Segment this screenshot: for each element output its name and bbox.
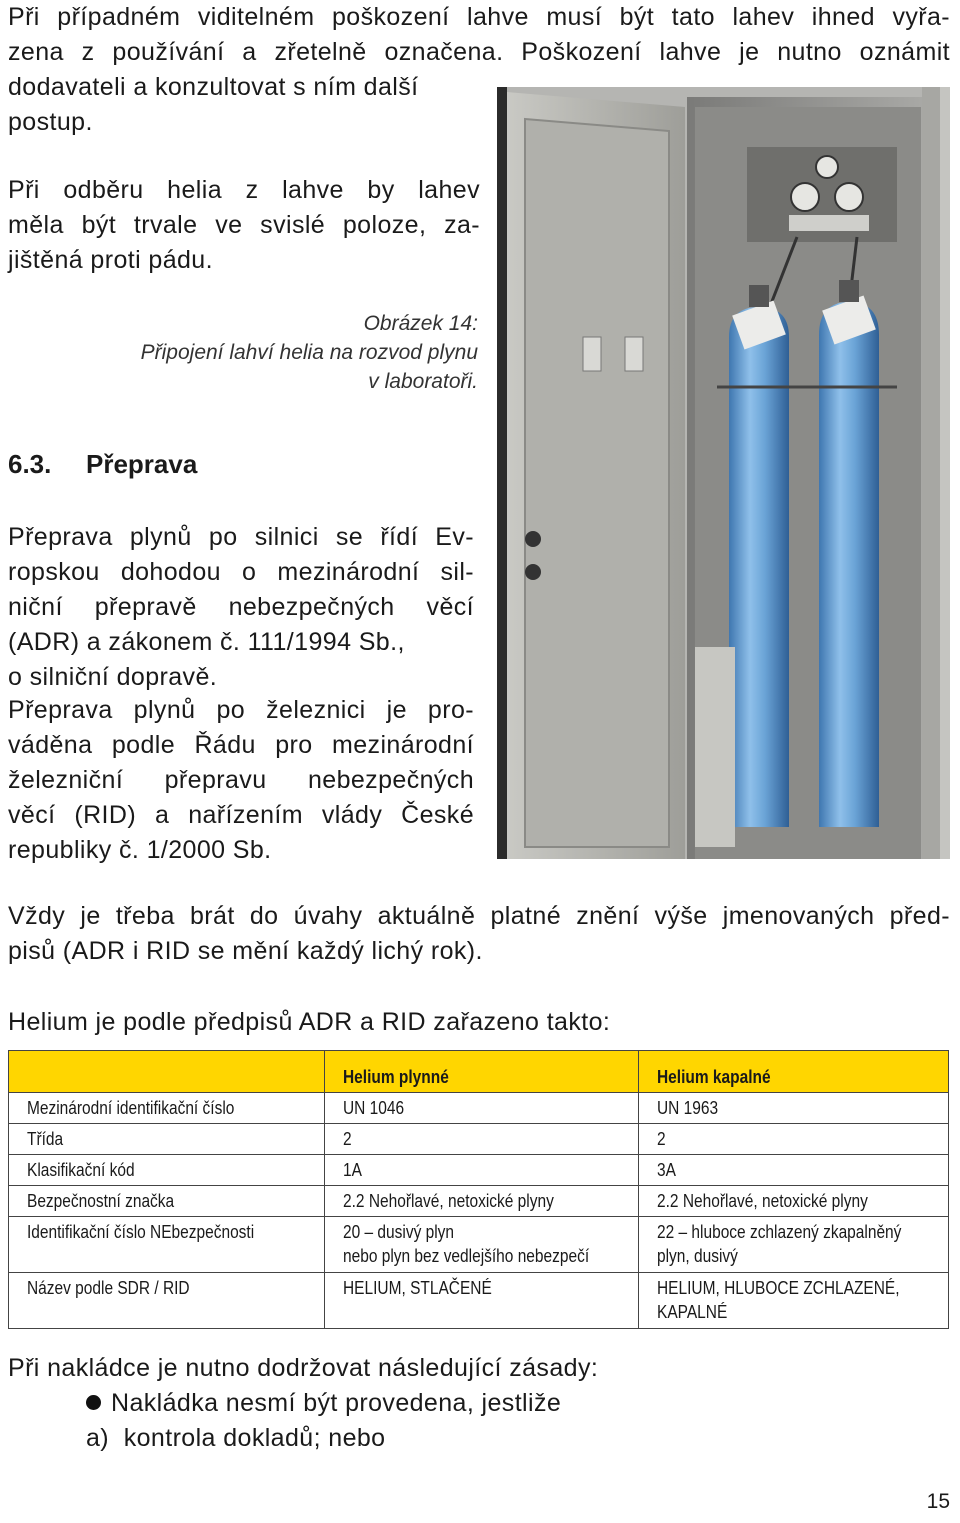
intro-line: Při případném viditelném poškození lahve musí být tato lahev ihned vyřa-	[8, 3, 950, 31]
always-line: pisů (ADR i RID se mění každý lichý rok).	[8, 937, 483, 965]
header-gas: Helium plynné	[325, 1051, 639, 1093]
section-title: Přeprava	[86, 449, 198, 479]
loading-item-a: a) kontrola dokladů; nebo	[86, 1424, 386, 1452]
liquid-value: 3A	[639, 1155, 949, 1186]
liquid-value: 2.2 Nehořlavé, netoxické plyny	[639, 1186, 949, 1217]
table-header-row	[9, 1051, 949, 1093]
page-number: 15	[926, 1490, 950, 1513]
intro-line: zena z používání a zřetelně označena. Poškození lahve je nutno oznámit	[8, 38, 950, 66]
always-paragraph	[8, 899, 950, 969]
adr-line: ropskou dohodou o mezinárodní sil-	[8, 558, 474, 586]
gas-value: HELIUM, STLAČENÉ	[325, 1273, 639, 1329]
gas-value: 2	[325, 1124, 639, 1155]
row-label: Mezinárodní identifikační číslo	[9, 1093, 325, 1124]
gas-value: 2.2 Nehořlavé, netoxické plyny	[325, 1186, 639, 1217]
always-line: Vždy je třeba brát do úvahy aktuálně platné znění výše jmenovaných před-	[8, 902, 950, 930]
caption-line: Obrázek 14:	[363, 312, 478, 335]
table-row	[9, 1217, 949, 1273]
caption-line: v laboratoři.	[368, 370, 478, 393]
table-row	[9, 1155, 949, 1186]
loading-bullet	[86, 1386, 561, 1421]
header-liquid: Helium kapalné	[639, 1051, 949, 1093]
row-label: Klasifikační kód	[9, 1155, 325, 1186]
section-number: 6.3.	[8, 449, 52, 479]
gas-value: 1A	[325, 1155, 639, 1186]
liquid-value: 22 – hluboce zchlazený zkapalněný plyn, dusivý	[639, 1217, 949, 1273]
row-label: Třída	[9, 1124, 325, 1155]
intro-paragraph-cont	[8, 70, 488, 140]
header-empty-cell	[9, 1051, 325, 1093]
loading-bullet-text: Nakládka nesmí být provedena, jestliže	[111, 1389, 562, 1417]
rid-line: Přeprava plynů po železnici je pro-	[8, 696, 474, 724]
gas-cabinet-photo	[497, 87, 950, 859]
gas-value: 20 – dusivý plyn nebo plyn bez vedlejšího nebezpečí	[325, 1217, 639, 1273]
table-row	[9, 1093, 949, 1124]
liquid-value: UN 1963	[639, 1093, 949, 1124]
caption-line: Připojení lahví helia na rozvod plynu	[140, 341, 478, 364]
liquid-value: HELIUM, HLUBOCE ZCHLAZENÉ, KAPALNÉ	[639, 1273, 949, 1329]
section-heading	[8, 449, 197, 480]
rid-line: železniční přepravu nebezpečných	[8, 766, 474, 794]
loading-intro: Při nakládce je nutno dodržovat následující zásady:	[8, 1354, 599, 1382]
rid-line: republiky č. 1/2000 Sb.	[8, 836, 272, 864]
intro-paragraph	[8, 0, 950, 70]
rid-paragraph	[8, 693, 474, 868]
liquid-value: 2	[639, 1124, 949, 1155]
adr-line: Přeprava plynů po silnici se řídí Ev-	[8, 523, 474, 551]
helium-classification-table	[8, 1050, 949, 1329]
table-row	[9, 1124, 949, 1155]
adr-line: (ADR) a zákonem č. 111/1994 Sb.,	[8, 628, 405, 656]
gas-value: UN 1046	[325, 1093, 639, 1124]
upright-paragraph	[8, 173, 480, 278]
table-row	[9, 1273, 949, 1329]
intro-line: postup.	[8, 108, 93, 136]
row-label: Identifikační číslo NEbezpečnosti	[9, 1217, 325, 1273]
adr-line: o silniční dopravě.	[8, 663, 218, 691]
rid-line: váděna podle Řádu pro mezinárodní	[8, 731, 474, 759]
adr-paragraph	[8, 520, 474, 695]
bullet-icon	[86, 1395, 101, 1410]
intro-line: dodavateli a konzultovat s ním další	[8, 73, 419, 101]
classification-intro: Helium je podle předpisů ADR a RID zařazeno takto:	[8, 1008, 611, 1036]
upright-line: jištěná proti pádu.	[8, 246, 213, 274]
table-row	[9, 1186, 949, 1217]
figure-caption	[60, 309, 478, 396]
row-label: Název podle SDR / RID	[9, 1273, 325, 1329]
adr-line: niční přepravě nebezpečných věcí	[8, 593, 474, 621]
row-label: Bezpečnostní značka	[9, 1186, 325, 1217]
rid-line: věcí (RID) a nařízením vlády České	[8, 801, 474, 829]
upright-line: Při odběru helia z lahve by lahev	[8, 176, 480, 204]
upright-line: měla být trvale ve svislé poloze, za-	[8, 211, 480, 239]
